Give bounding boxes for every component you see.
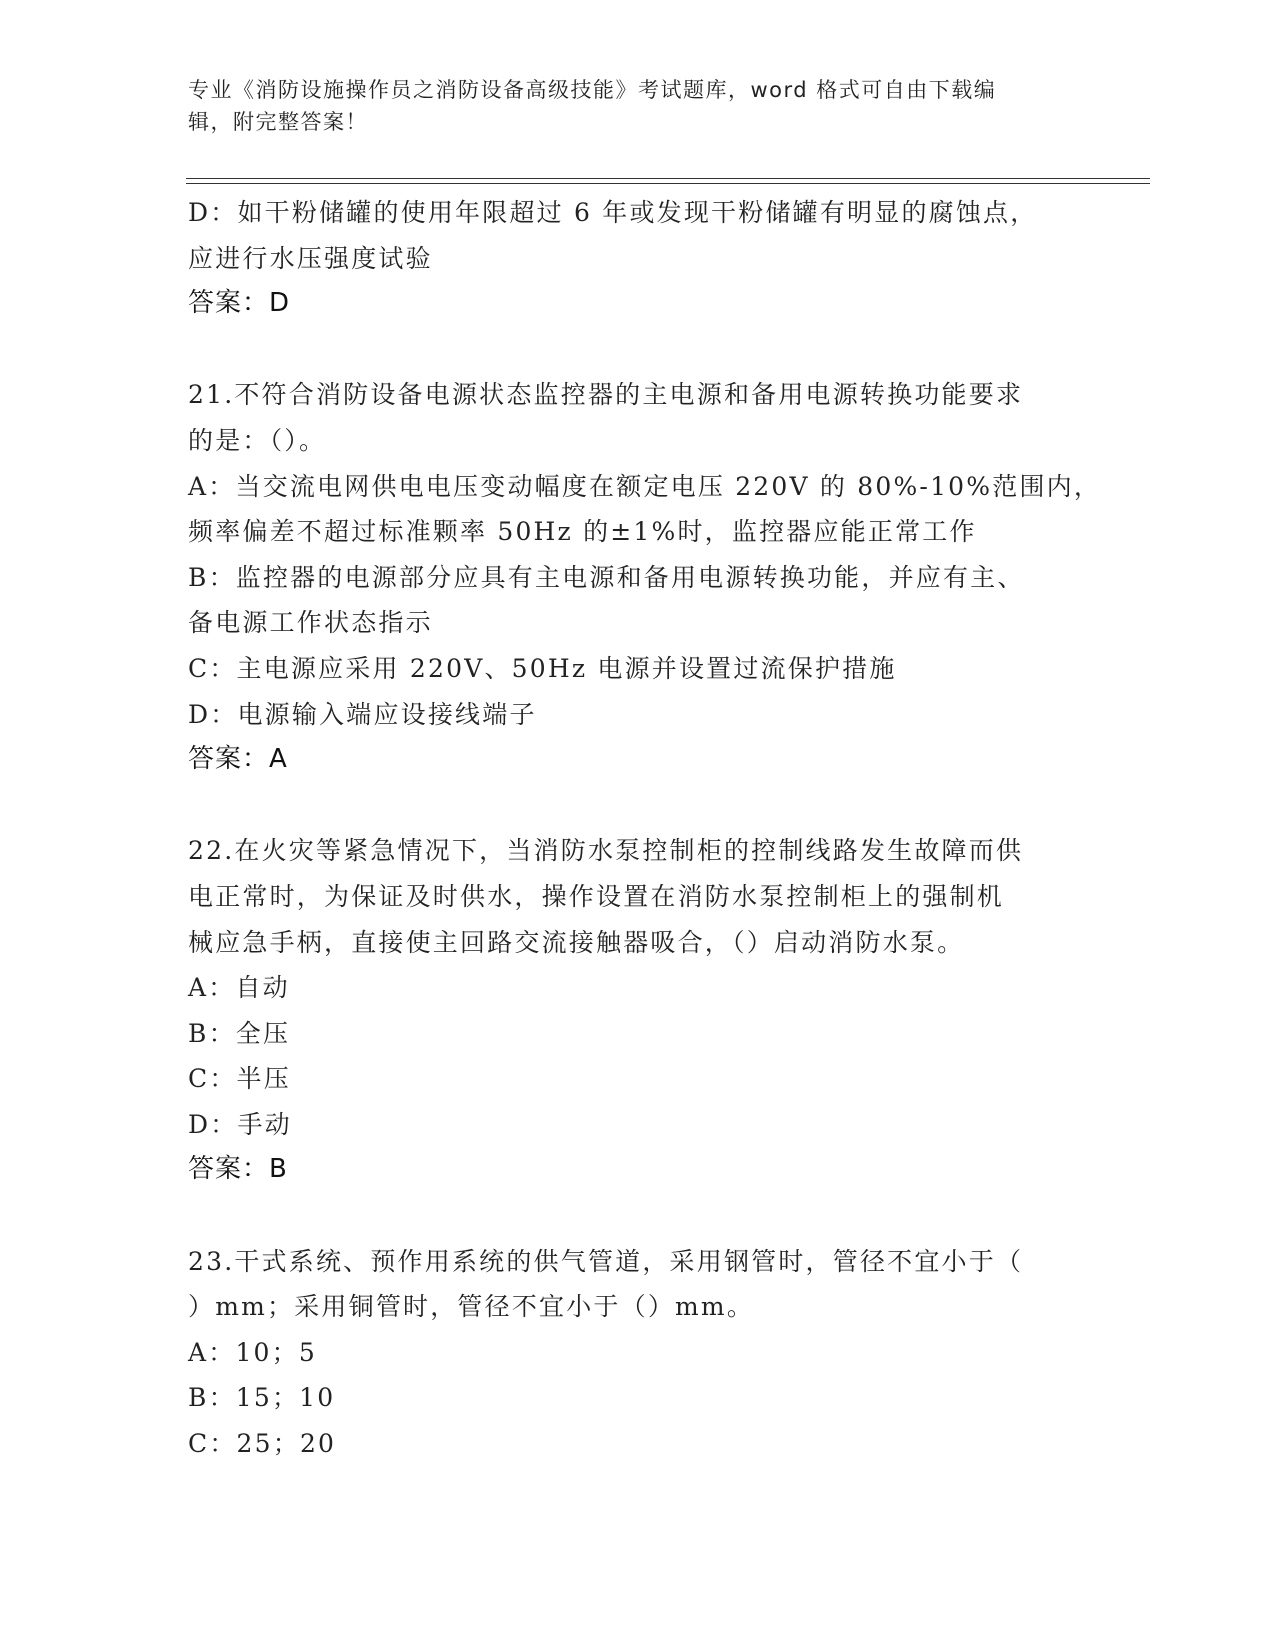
option-d-line: 应进行水压强度试验 bbox=[188, 243, 433, 273]
question-stem: 21.不符合消防设备电源状态监控器的主电源和备用电源转换功能要求 bbox=[188, 380, 1024, 410]
prev-question bbox=[188, 190, 1088, 327]
spacer bbox=[188, 327, 1088, 373]
question-22 bbox=[188, 828, 1088, 1193]
question-stem: 械应急手柄，直接使主回路交流接触器吸合，（）启动消防水泵。 bbox=[188, 927, 965, 957]
spacer bbox=[188, 783, 1088, 829]
option-d-line: D：如干粉储罐的使用年限超过 6 年或发现干粉储罐有明显的腐蚀点， bbox=[188, 198, 1038, 227]
question-stem: 的是：（）。 bbox=[188, 425, 327, 455]
header-line-1: 专业《消防设施操作员之消防设备高级技能》考试题库，word 格式可自由下载编 bbox=[188, 78, 997, 102]
option-a: A：自动 bbox=[188, 973, 290, 1003]
question-stem: 23.干式系统、预作用系统的供气管道，采用钢管时，管径不宜小于（ bbox=[188, 1246, 1024, 1276]
option-b: 备电源工作状态指示 bbox=[188, 608, 433, 638]
answer-label: 答案：D bbox=[188, 288, 291, 319]
header-divider-bottom bbox=[186, 183, 1150, 184]
header-line-2: 辑，附完整答案！ bbox=[188, 110, 368, 134]
option-d: D：手动 bbox=[188, 1109, 292, 1139]
option-b: B：监控器的电源部分应具有主电源和备用电源转换功能，并应有主、 bbox=[188, 562, 1025, 592]
answer-label: 答案：B bbox=[188, 1154, 288, 1185]
option-b: B：全压 bbox=[188, 1018, 291, 1048]
question-stem: ）mm；采用铜管时，管径不宜小于（）mm。 bbox=[188, 1292, 755, 1322]
option-a: 频率偏差不超过标准颗率 50Hz 的±1%时，监控器应能正常工作 bbox=[188, 517, 977, 547]
question-content bbox=[188, 190, 1102, 1467]
option-c: C：主电源应采用 220V、50Hz 电源并设置过流保护措施 bbox=[188, 653, 897, 683]
option-c: C：25；20 bbox=[188, 1429, 337, 1459]
question-stem: 电正常时，为保证及时供水，操作设置在消防水泵控制柜上的强制机 bbox=[188, 881, 1005, 911]
option-b: B：15；10 bbox=[188, 1383, 336, 1413]
document-header bbox=[188, 74, 1088, 138]
question-23 bbox=[188, 1239, 1088, 1467]
answer-label: 答案：A bbox=[188, 744, 288, 775]
question-21 bbox=[188, 372, 1102, 782]
option-d: D：电源输入端应设接线端子 bbox=[188, 699, 537, 729]
option-a: A：10；5 bbox=[188, 1337, 317, 1367]
header-divider-top bbox=[186, 178, 1150, 179]
spacer bbox=[188, 1193, 1088, 1239]
option-a: A：当交流电网供电电压变动幅度在额定电压 220V 的 80%-10%范围内， bbox=[188, 471, 1102, 501]
question-stem: 22.在火灾等紧急情况下，当消防水泵控制柜的控制线路发生故障而供 bbox=[188, 836, 1024, 866]
option-c: C：半压 bbox=[188, 1064, 291, 1094]
